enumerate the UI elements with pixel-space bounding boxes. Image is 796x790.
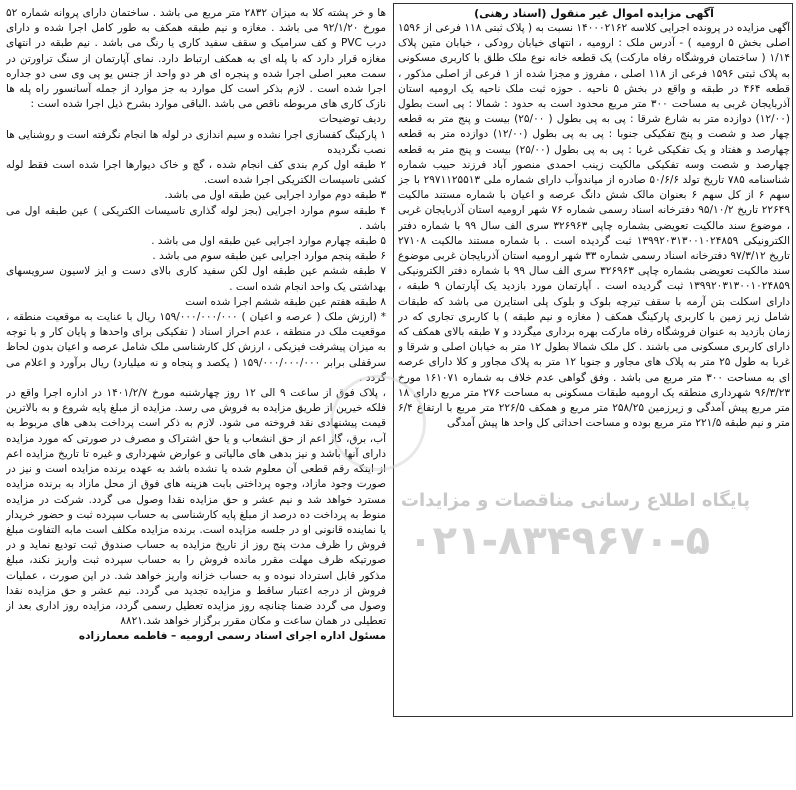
- valuation-paragraph: * (ارزش ملک ( عرصه و اعیان ) ۱۵۹/۰۰۰/۰۰۰/۰۰۰ ریال با عنایت به موقعیت منطقه ، موقعیت ملک در منطقه ، عدم احراز اسناد ( تفکیکی برای واحدها و پایان کار و با توجه به میزان پیشرفت فیزیکی ، ارزش کل کارشناسی ملک شامل عرصه و اعیان بدون لحاظ سرقفلی برابر ۱۵۹/۰۰۰/۰۰۰/۰۰۰ ( یکصد و پنجاه و نه میلیارد) ریال برآورد و اعلام می گردد .: [6, 311, 386, 384]
- list-item: ۴ طبقه سوم موارد اجرایی (بجز لوله گذاری تاسیسات الکتریکی ) عین طبقه اول می باشد .: [6, 204, 386, 232]
- left-column: [6, 6, 386, 766]
- notice-body-right: آگهی مزایده در پرونده اجرایی کلاسه ۱۴۰۰۰۲۱۶۲ نسبت به ( پلاک ثبتی ۱۱۸ فرعی از ۱۵۹۶ اصلی بخش ۵ ارومیه ) - آدرس ملک : ارومیه ، انتهای خیابان رودکی ، خیابان متین پلاک ۱/۱۴ ( ساختمان فروشگاه رفاه مارکت) یک قطعه خانه نوع ملک طلق با کاربری مسکونی به پلاک ثبتی ۱۵۹۶ فرعی از ۱۱۸ اصلی ، مفروز و مجزا شده از ۱ فرعی از اصلی مذکور ، قطعه ۴۶۴ در طبقه و واقع در بخش ۵ ناحیه . حوزه ثبت ملک ناحیه یک ارومیه استان آذربایجان غربی به مساحت ۳۰۰ متر مربع محدود است به حدود : شمالا : پی است بطول (۱۲/۰۰) دوازده متر به شارع شرقا : پی به پی بطول ( ۲۵/۰۰) بیست و پنج متر به قطعه چهار صد و شصت و پنج تفکیکی جنوبا : پی به پی بطول (۱۲/۰۰) دوازده متر به قطعه چهارصد و هفتاد و یک تفکیکی غربا : پی به پی بطول (۲۵/۰۰) بیست و پنج متر به قطعه چهارصد و شصت وسه تفکیکی مالکیت زینب احمدی منصور آباد فرزند حبیب شماره شناسنامه ۷۸۵ تاریخ تولد ۵۰/۶/۶ صادره از میاندوآب دارای شماره ملی ۲۹۷۱۱۲۵۵۱۳ با جز سهم ۶ از کل سهم ۶ بعنوان مالک شش دانگ عرصه و اعیان با شماره مستند مالکیت ۲۲۶۴۹ تاریخ ۹۵/۱۰/۲ دفترخانه اسناد رسمی شماره ۷۶ شهر ارومیه استان آذربایجان غربی ، موضوع سند مالکیت تعویضی بشماره چاپی ۳۲۶۹۶۳ سری الف سال ۹۹ با شماره دفتر الکترونیکی ۱۳۹۹۲۰۳۱۳۰۰۱۰۲۴۸۵۹ ثبت گردیده است . با شماره مستند مالکیت ۲۷۱۰۸ تاریخ ۹۷/۳/۱۲ دفترخانه اسناد رسمی شماره ۳۳ شهر ارومیه استان آذربایجان غربی موضوع سند مالکیت تعویضی بشماره چاپی ۳۲۶۹۶۳ سری الف سال ۹۹ با شماره دفتر الکترونیکی ۱۳۹۹۲۰۳۱۳۰۰۱۰۲۴۸۵۹ ثبت گردیده است . آپارتمان مورد بازدید یک آپارتمان ۹ طبقه ، دارای اسکلت بتن آرمه با سقف تیرچه بلوک و بلوک پلی استایرن می باشد که طبقات شامل زیر زمین با کاربری پارکینگ همکف ( مغازه و نیم طبقه ) با کاربری تجاری که در زمان بازدید به عنوان فروشگاه رفاه مارکت بهره برداری میگردد و ۷ طبقه بالای همکف که دارای کاربری مسکونی می باشند . کل ملک شمالا بطول ۱۲ متر به خیابان اصلی و شرقا و غربا به طول ۲۵ متر به پلاک های مجاور و جنوبا ۱۲ متر به پلاک مجاور و کلا دارای عرصه ای به مساحت ۳۰۰ متر مربع می باشد . وفق گواهی عدم خلاف به شماره ۱۶۱۰۷۱ مورخ ۹۶/۳/۲۳ شهرداری منطقه یک ارومیه طبقات مسکونی به مساحت ۲۷۶ متر مربع دارای ۱۸ متر مربع پیش آمدگی و زیرزمین ۲۵۸/۲۵ متر مربع و همکف ۲۲۶/۵ متر مربع با ارتفاع ۶/۴ متر و نیم طبقه ۲۲۱/۵ متر مربع بوده و مساحت احداثی کل واحد ها پیش آمدگی: [398, 22, 790, 430]
- right-column: [398, 6, 790, 716]
- list-title: ردیف توضیحات: [318, 113, 386, 126]
- building-description: ها و خر پشته کلا به میزان ۲۸۳۲ متر مربع می باشد . ساختمان دارای پروانه شماره ۵۲ مورخ ۹۲/۱/۲۰ می باشد . مغازه و نیم طبقه همکف به طور کامل اجرا شده و دارای درب PVC و کف سرامیک و سقف سفید کاری یا رنگ می باشد . نیم طبقه در انتهای مغازه قرار دارد که با پله ای به همکف ارتباط دارد. نمای آپارتمان از سنگ تراورتن در سمت معبر اصلی اجرا شده و پنجره ای هر دو واحد از جنس یو پی وی سی دو جداره اجرا شده است . لازم بذکر است کل موارد به جز موارد از جمله آسانسور راه پله ها نازک کاری های مربوطه ناقص می باشد .الباقی موارد بشرح ذیل اجرا شده است :: [6, 7, 386, 111]
- list-item: ۷ طبقه ششم عین طبقه اول لکن سفید کاری بالای دست و ایز لاسیون سرویسهای بهداشتی یک واحد انجام شده است .: [6, 265, 386, 293]
- list-item: ۲ طبقه اول کرم بندی کف انجام شده ، گچ و خاک دیوارها اجرا شده است فقط لوله کشی تاسیسات الکتریکی اجرا شده است.: [6, 159, 386, 187]
- floor-details-list: [6, 128, 386, 310]
- list-item: ۳ طبقه دوم موارد اجرایی عین طبقه اول می باشد.: [164, 189, 386, 202]
- signature-line: مسئول اداره اجرای اسناد رسمی ارومیه – فاطمه معمارزاده: [78, 630, 386, 643]
- list-item: ۶ طبقه پنجم موارد اجرایی عین طبقه سوم می باشد .: [152, 250, 386, 263]
- watermark-logo-icon: [330, 375, 426, 471]
- watermark-phone: ۰۲۱-۸۳۴۹۶۷۰-۵: [408, 518, 710, 564]
- notice-title: آگهی مزایده اموال غیر منقول (اسناد رهنی): [474, 7, 714, 20]
- list-item: ۸ طبقه هفتم عین طبقه ششم اجرا شده است: [185, 295, 386, 308]
- conditions-paragraph: ، پلاک فوق از ساعت ۹ الی ۱۲ روز چهارشنبه مورخ ۱۴۰۱/۲/۷ در اداره اجرا واقع در فلکه خیرین از طریق مزایده به فروش می رسد. مزایده از مبلغ پایه شروع و به بالاترین قیمت پیشنهادی نقد فروخته می شود. لازم به ذکر است پرداخت بدهی های مربوط به آب، برق، گاز اعم از حق انشعاب و یا حق اشتراک و مصرف در صورتی که مورد مزایده دارای آنها باشد و نیز بدهی های مالیاتی و عوارض شهرداری و غیره تا تاریخ مزایده اعم از اینکه رقم قطعی آن معلوم شده یا نشده باشد به عهده برنده مزایده است و نیز در صورت وجود مازاد، وجوه پرداختی بابت هزینه های فوق از محل مازاد به برنده مزایده مسترد خواهد شد و نیم عشر و حق مزایده نقدا وصول می گردد. شرکت در مزایده منوط به پرداخت ده درصد از مبلغ پایه کارشناسی به حساب سپرده ثبت و حضور خریدار یا نماینده قانونی او در جلسه مزایده است. برنده مزایده مکلف است مابه التفاوت مبلغ فروش را ظرف مدت پنج روز از تاریخ مزایده به حساب صندوق ثبت تودیع نماید و در صورتیکه ظرف مهلت مقرر مانده فروش را به حساب سپرده ثبت واریز نکند، مبلغ مذکور قابل استرداد نبوده و به حساب خزانه واریز خواهد شد. در این صورت ، عملیات فروش از درجه اعتبار ساقط و مزایده تجدید می گردد. نیم عشر و حق مزایده نقدا وصول می گردد ضمنا چنانچه روز مزایده تعطیل رسمی گردد، مزایده روز اداری بعد از تعطیلی در همان ساعت و مکان مقرر برگزار خواهد شد.۸۸۲۱: [6, 387, 386, 628]
- list-item: ۵ طبقه چهارم موارد اجرایی عین طبقه اول می باشد .: [151, 235, 386, 248]
- list-item: ۱ پارکینگ کفسازی اجرا نشده و سیم اندازی در لوله ها انجام نگرفته است و روشنایی ها نصب نگردیده: [6, 128, 386, 156]
- watermark-text: پایگاه اطلاع رسانی مناقصات و مزایدات: [400, 490, 750, 511]
